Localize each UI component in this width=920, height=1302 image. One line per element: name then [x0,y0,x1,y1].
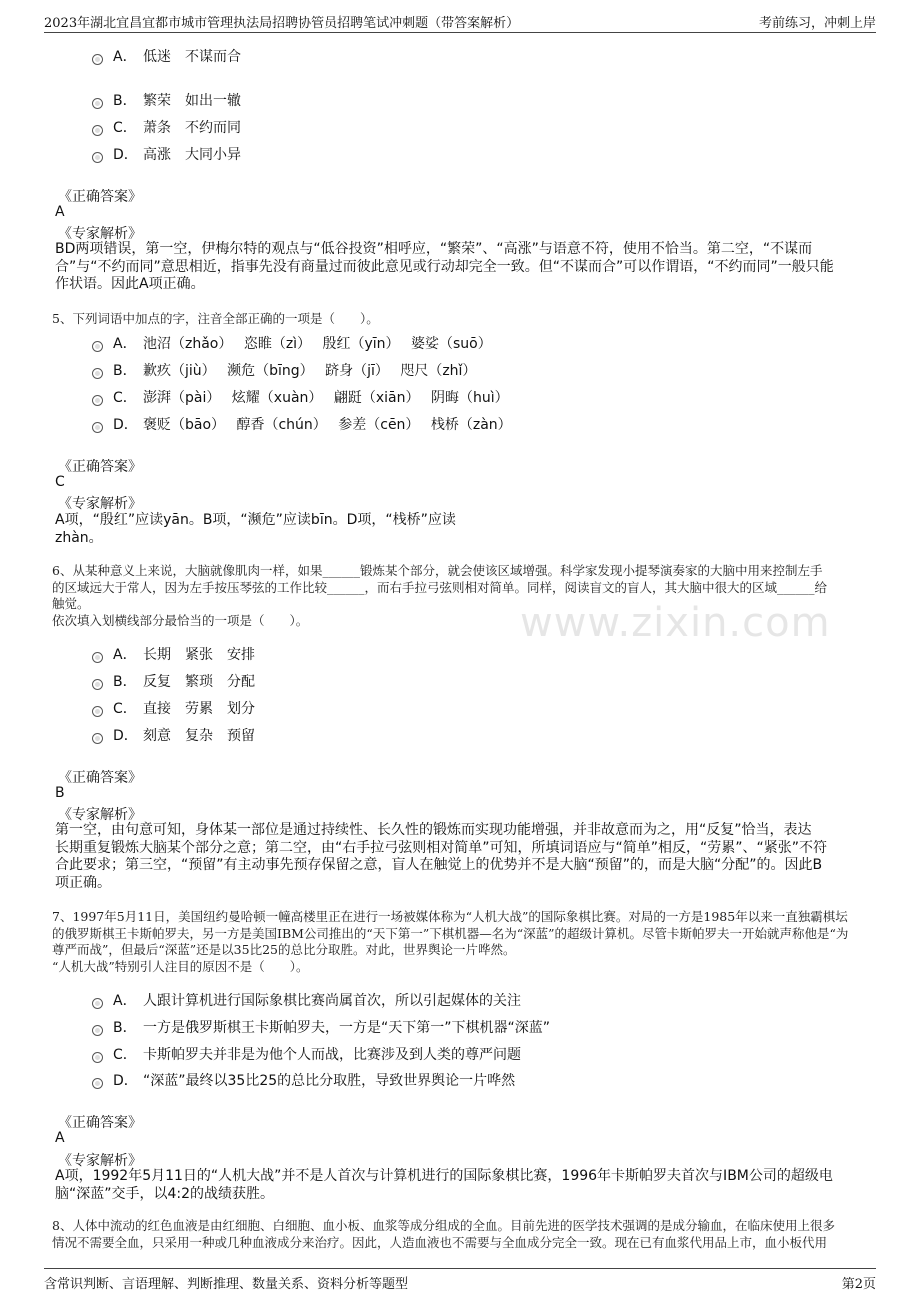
option-text: 池沼（zhǎo） 恣睢（zì） 殷红（yīn） 婆娑（suō） [143,336,492,352]
analysis-heading: 《专家解析》 [58,496,142,512]
analysis-line: A项，“殷红”应读yān。B项，“濒危”应读bīn。D项，“栈桥”应读 [55,512,456,528]
radio-icon[interactable] [92,1052,103,1063]
radio-icon[interactable] [92,998,103,1009]
stem-line: “人机大战”特别引人注目的原因不是（ ）。 [52,958,309,974]
option-text: 长期 紧张 安排 [143,647,255,663]
option-text: 褒贬（bāo） 醇香（chún） 参差（cēn） 栈桥（zàn） [143,417,512,433]
option-text: 萧条 不约而同 [143,120,241,136]
page-number: 第2页 [841,1277,876,1292]
header-slogan: 考前练习，冲刺上岸 [758,16,876,31]
option-text: 反复 繁琐 分配 [143,674,255,690]
option-label: A． [113,49,137,65]
option-text: 人跟计算机进行国际象棋比赛尚属首次，所以引起媒体的关注 [143,993,521,1009]
analysis-line: zhàn。 [55,529,103,546]
q4-option-c[interactable] [92,117,241,137]
analysis-line: 第一空，由句意可知，身体某一部位是通过持续性、长久性的锻炼而实现功能增强，并非故意而为之，用“反复”恰当，表达 [55,822,812,838]
page-footer [44,1268,876,1293]
option-label: B． [113,93,137,109]
q6-option-d[interactable] [92,725,255,745]
q6-stem [52,563,872,629]
analysis-heading: 《专家解析》 [58,807,142,823]
analysis-line: 项正确。 [55,874,111,891]
analysis-line: BD两项错误，第一空，伊梅尔特的观点与“低谷投资”相呼应，“繁荣”、“高涨”与语意不符，使用不恰当。第二空，“不谋而 [55,241,813,257]
option-label: B． [113,363,137,379]
q4-option-b[interactable] [92,90,241,110]
option-label: A． [113,993,137,1009]
q5-answer: C [55,474,65,490]
analysis-line: 脑“深蓝”交手，以4:2的战绩获胜。 [55,1185,275,1202]
option-text: 刻意 复杂 预留 [143,728,255,744]
radio-icon[interactable] [92,652,103,663]
radio-icon[interactable] [92,152,103,163]
q7-option-a[interactable] [92,990,521,1010]
q7-analysis [55,1168,870,1203]
radio-icon[interactable] [92,54,103,65]
q5-analysis [55,512,870,547]
stem-line: 6、从某种意义上来说，大脑就像肌肉一样，如果______锻炼某个部分，就会使该区域增强。科学家发现小提琴演奏家的大脑中用来控制左手 [52,563,823,578]
footer-topics: 含常识判断、言语理解、判断推理、数量关系、资料分析等题型 [44,1277,409,1292]
answer-heading: 《正确答案》 [58,1115,142,1131]
watermark: www.zixin.com [520,600,831,646]
option-label: D． [113,728,138,744]
analysis-heading: 《专家解析》 [58,1153,142,1169]
option-text: 高涨 大同小异 [143,147,241,163]
option-label: C． [113,120,137,136]
radio-icon[interactable] [92,1025,103,1036]
radio-icon[interactable] [92,125,103,136]
q7-option-c[interactable] [92,1044,521,1064]
q6-option-b[interactable] [92,671,255,691]
option-label: B． [113,674,137,690]
answer-heading: 《正确答案》 [58,189,142,205]
stem-line: 7、1997年5月11日，美国纽约曼哈顿一幢高楼里正在进行一场被媒体称为“人机大战”的国际象棋比赛。对局的一方是1985年以来一直独霸棋坛 [52,909,848,924]
option-text: 一方是俄罗斯棋王卡斯帕罗夫，一方是“天下第一”下棋机器“深蓝” [143,1020,551,1036]
stem-line: 的俄罗斯棋王卡斯帕罗夫，另一方是美国IBM公司推出的“天下第一”下棋机器—名为“深蓝”的超级计算机。尽管卡斯帕罗夫一开始就声称他是“为 [52,925,849,941]
option-text: 歉疚（jiù） 濒危（bīng） 跻身（jī） 咫尺（zhǐ） [143,363,477,379]
option-label: C． [113,390,137,406]
q7-answer: A [55,1130,65,1146]
q5-stem: 5、下列词语中加点的字，注音全部正确的一项是（ ）。 [52,311,379,326]
option-text: 低迷 不谋而合 [143,49,241,65]
page-header [44,10,876,33]
option-label: D． [113,1073,138,1089]
option-label: B． [113,1020,137,1036]
radio-icon[interactable] [92,368,103,379]
radio-icon[interactable] [92,1078,103,1089]
q6-answer: B [55,785,65,801]
q4-option-a[interactable] [92,46,241,66]
q4-answer: A [55,204,65,220]
option-text: 直接 劳累 划分 [143,701,255,717]
stem-line: 8、人体中流动的红色血液是由红细胞、白细胞、血小板、血浆等成分组成的全血。目前先进的医学技术强调的是成分输血，在临床使用上很多 [52,1218,835,1233]
option-label: D． [113,417,138,433]
analysis-heading: 《专家解析》 [58,226,142,242]
stem-line: 尊严而战”，但最后“深蓝”还是以35比25的总比分取胜。对此，世界舆论一片哗然。 [52,942,516,957]
radio-icon[interactable] [92,98,103,109]
q6-option-c[interactable] [92,698,255,718]
document-title: 2023年湖北宜昌宜都市城市管理执法局招聘协管员招聘笔试冲刺题（带答案解析） [44,16,520,31]
stem-line: 的区域远大于常人，因为左手按压琴弦的工作比较______，而右手拉弓弦则相对简单。同样，阅读盲文的盲人，其大脑中很大的区域______给 [52,579,828,595]
q4-analysis [55,241,870,294]
radio-icon[interactable] [92,679,103,690]
analysis-line: A项，1992年5月11日的“人机大战”并不是人首次与计算机进行的国际象棋比赛，1996年卡斯帕罗夫首次与IBM公司的超级电 [55,1168,833,1184]
analysis-line: 长期重复锻炼大脑某个部分之意；第二空，由“右手拉弓弦则相对简单”可知，所填词语应与“简单”相反，“劳累”、“紧张”不符 [55,839,828,856]
analysis-line: 合此要求；第三空，“预留”有主动事先预存保留之意，盲人在触觉上的优势并不是大脑“预留”的，而是大脑“分配”的。因此B [55,857,823,873]
radio-icon[interactable] [92,395,103,406]
option-label: A． [113,647,137,663]
q4-option-d[interactable] [92,144,241,164]
radio-icon[interactable] [92,341,103,352]
q5-option-d[interactable] [92,414,512,434]
stem-line: 触觉。 [52,596,90,611]
option-text: 卡斯帕罗夫并非是为他个人而战，比赛涉及到人类的尊严问题 [143,1047,521,1063]
radio-icon[interactable] [92,422,103,433]
q7-option-d[interactable] [92,1070,515,1090]
radio-icon[interactable] [92,733,103,744]
q8-stem [52,1218,872,1251]
answer-heading: 《正确答案》 [58,459,142,475]
q5-option-c[interactable] [92,387,509,407]
analysis-line: 合”与“不约而同”意思相近，指事先没有商量过而彼此意见或行动却完全一致。但“不谋而合”可以作谓语，“不约而同”一般只能 [55,258,834,275]
q5-option-a[interactable] [92,333,492,353]
option-label: D． [113,147,138,163]
radio-icon[interactable] [92,706,103,717]
option-text: 澎湃（pài） 炫耀（xuàn） 翩跹（xiān） 阴晦（huì） [143,390,509,406]
answer-heading: 《正确答案》 [58,770,142,786]
analysis-line: 作状语。因此A项正确。 [55,276,205,292]
option-text: “深蓝”最终以35比25的总比分取胜，导致世界舆论一片哗然 [143,1073,516,1089]
q7-option-b[interactable] [92,1017,550,1037]
stem-line: 情况不需要全血，只采用一种或几种血液成分来治疗。因此，人造血液也不需要与全血成分完全一致。现在已有血浆代用品上市，血小板代用 [52,1234,828,1250]
option-text: 繁荣 如出一辙 [143,93,241,109]
q6-analysis [55,822,870,892]
option-label: C． [113,1047,137,1063]
q5-option-b[interactable] [92,360,476,380]
q7-stem [52,909,872,975]
option-label: C． [113,701,137,717]
option-label: A． [113,336,137,352]
stem-line: 依次填入划横线部分最恰当的一项是（ ）。 [52,612,309,628]
q6-option-a[interactable] [92,644,255,664]
